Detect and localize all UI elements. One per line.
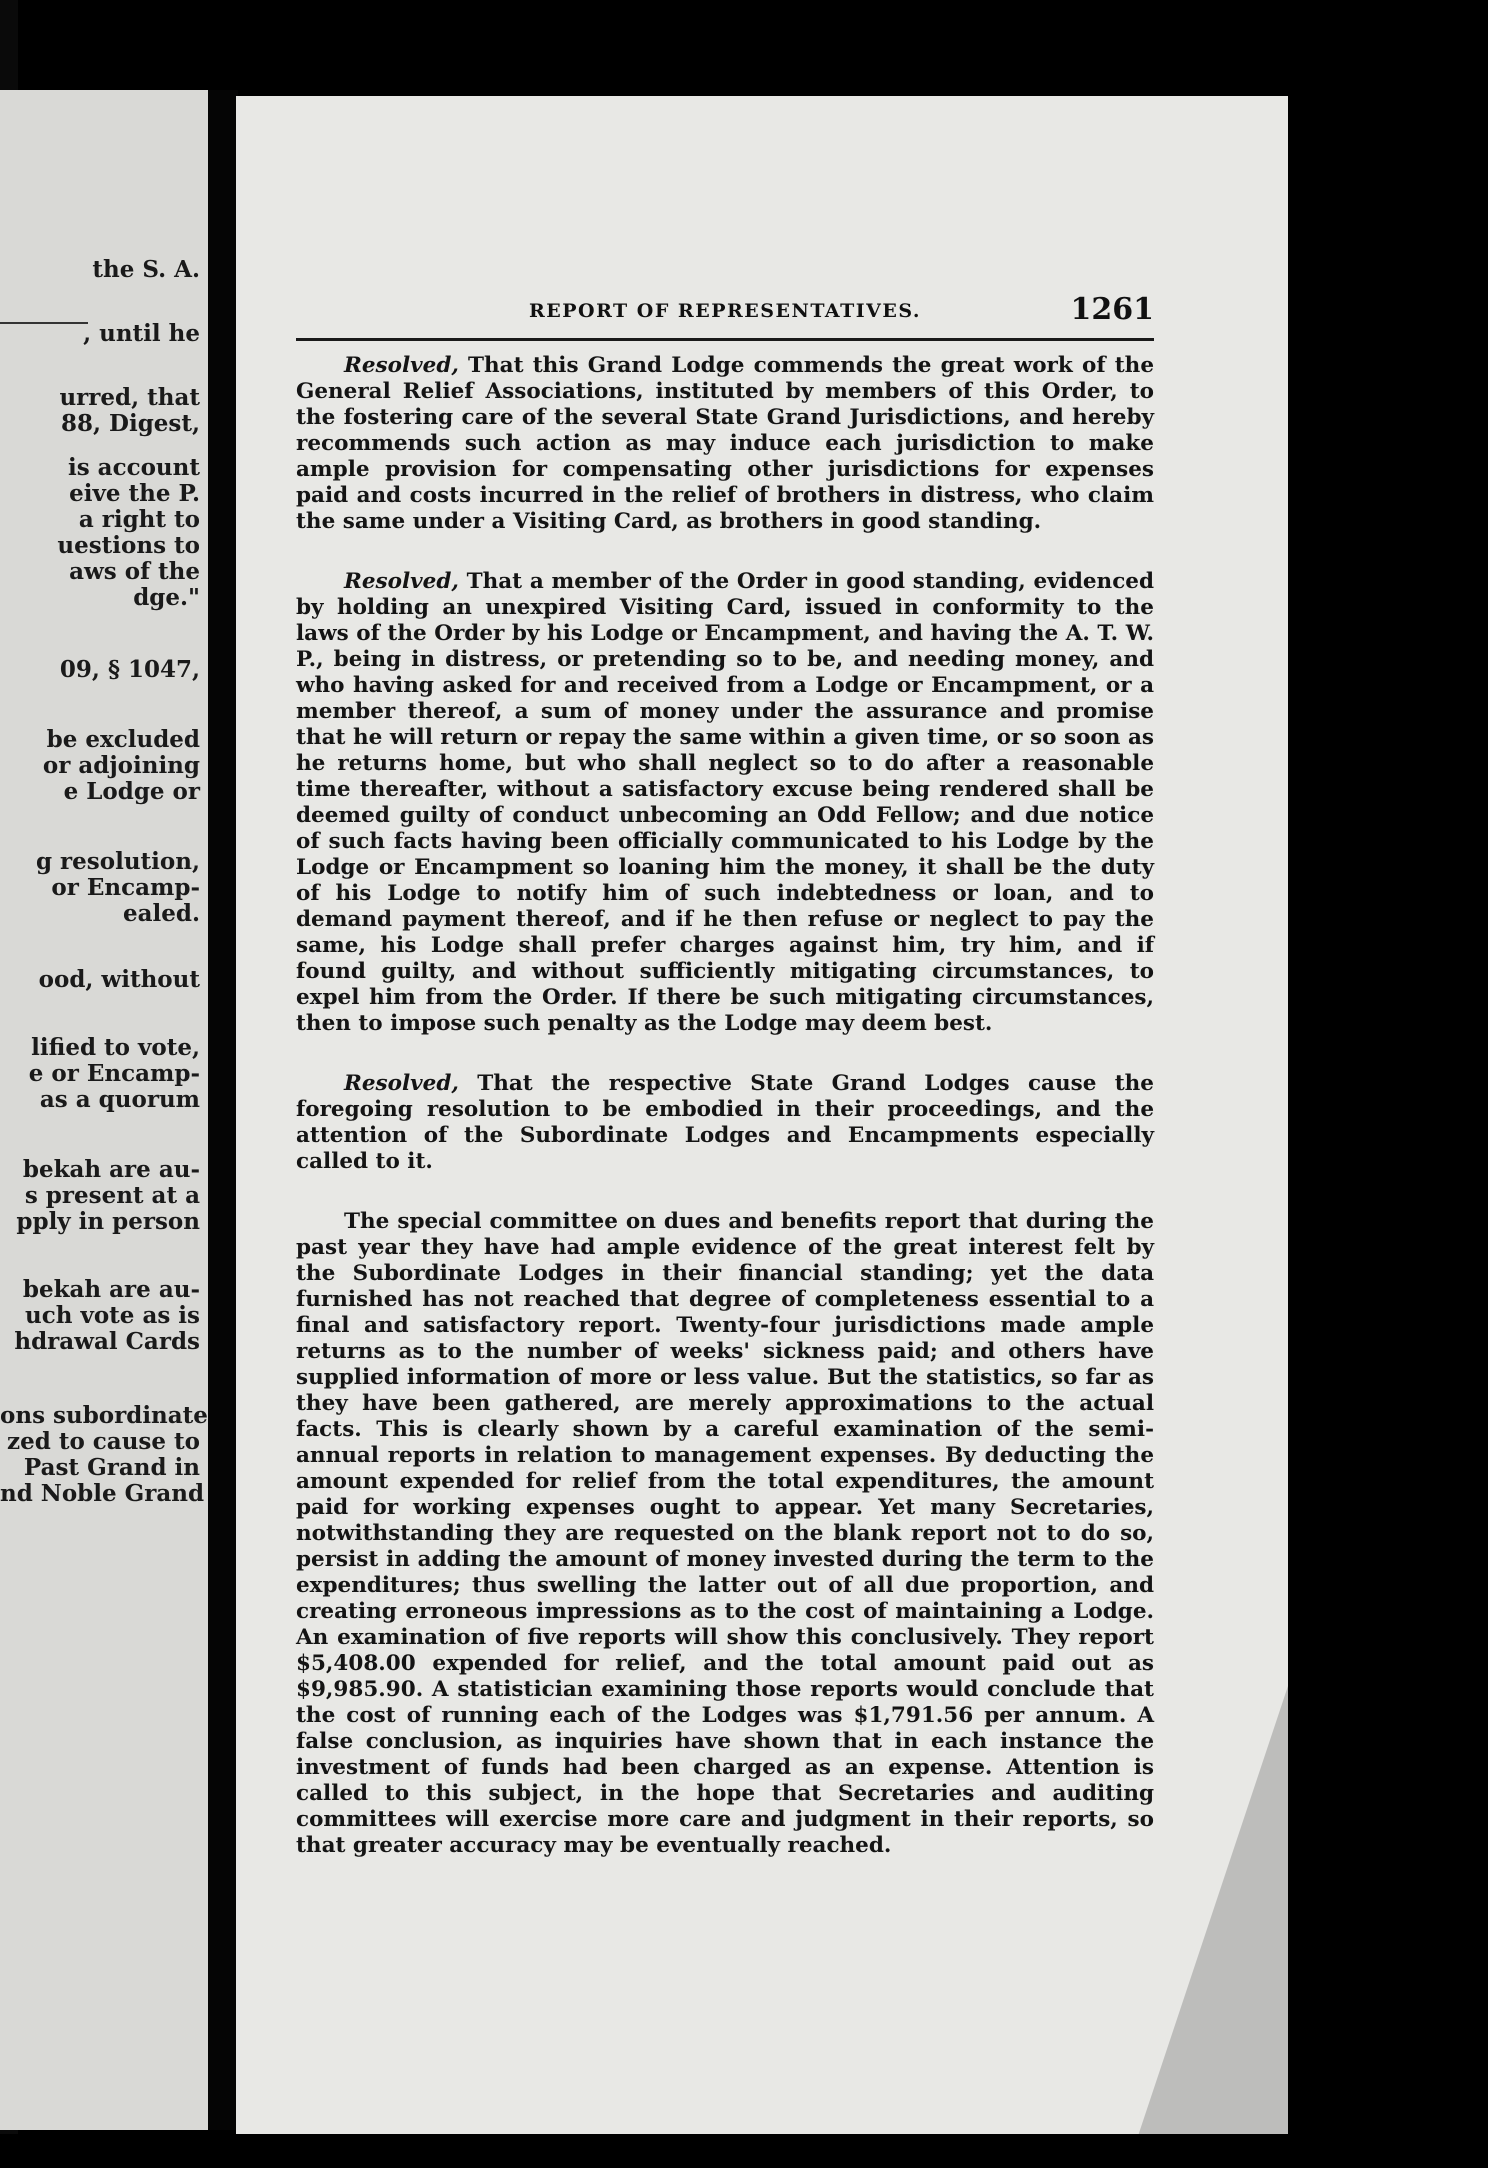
adjacent-line: ons subordinate — [0, 1402, 208, 1429]
resolved-lead: Resolved, — [344, 1071, 459, 1096]
adjacent-line: g resolution, — [35, 848, 200, 875]
head-rule — [296, 338, 1154, 341]
adjacent-line: 09, § 1047, — [59, 656, 200, 683]
paragraph-text: That a member of the Order in good standing, evidenced by holding an unexpired Visiting Card, issued in conformity to the laws of the Order by his Lodge or Encampment, and having the A. T. W. P., being in distress, or pretending so to be, and needing money, and who having asked for and received from a Lodge or Encampment, or a member thereof, a sum of money under the assurance and promise that he will return or repay the same within a given time, or so soon as he returns home, but who shall neglect so to do after a reasonable time thereafter, without a satisfactory excuse being rendered shall be deemed guilty of conduct unbecoming an Odd Fellow; and due notice of such facts having been officially communicated to his Lodge by the Lodge or Encampment so loaning him the money, it shall be the duty of his Lodge to notify him of such indebtedness or loan, and to demand payment thereof, and if he then refuse or neglect to pay the same, his Lodge shall prefer charges against him, try him, and if found guilty, and without sufficiently mitigating circumstances, to expel him from the Order. If there be such mitigating circumstances, then to impose such penalty as the Lodge may deem best. — [296, 569, 1154, 1036]
committee-report-paragraph — [296, 1209, 1154, 1859]
book-gutter — [208, 90, 238, 2130]
running-head — [296, 292, 1154, 338]
adjacent-line: uestions to — [57, 532, 200, 559]
adjacent-line: dge." — [133, 584, 200, 611]
adjacent-line: ood, without — [38, 966, 200, 993]
adjacent-line: zed to cause to — [7, 1428, 200, 1455]
adjacent-line: the S. A. — [92, 256, 200, 283]
page-number: 1261 — [1070, 292, 1154, 327]
page-corner-shadow — [1138, 1686, 1288, 2136]
adjacent-line: as a quorum — [39, 1086, 200, 1113]
adjacent-line: pply in person — [16, 1208, 200, 1235]
adjacent-line: s present at a — [24, 1182, 200, 1209]
resolution-paragraph — [296, 569, 1154, 1037]
paragraph-text: That the respective State Grand Lodges cause the foregoing resolution to be embodied in their proceedings, and the attention of the Subordinate Lodges and Encampments especially called to it. — [296, 1071, 1154, 1174]
adjacent-line: Past Grand in — [23, 1454, 200, 1481]
adjacent-line: uch vote as is — [25, 1302, 200, 1329]
adjacent-line: ealed. — [123, 900, 200, 927]
resolved-lead: Resolved, — [344, 569, 459, 594]
adjacent-line: , until he — [83, 320, 200, 347]
adjacent-line: lified to vote, — [31, 1034, 200, 1061]
resolution-paragraph — [296, 353, 1154, 535]
adjacent-line: bekah are au- — [22, 1156, 200, 1183]
adjacent-line: eive the P. — [69, 480, 200, 507]
resolution-paragraph — [296, 1071, 1154, 1175]
adjacent-line: is account — [67, 454, 200, 481]
adjacent-page-fragment — [0, 90, 208, 2130]
main-page — [236, 96, 1288, 2136]
resolved-lead: Resolved, — [344, 353, 459, 378]
film-border-bottom — [0, 2134, 1488, 2168]
adjacent-line: bekah are au- — [22, 1276, 200, 1303]
film-border-right — [1288, 0, 1488, 2168]
paragraph-text: That this Grand Lodge commends the great work of the General Relief Associations, instituted by members of this Order, to the fostering care of the several State Grand Jurisdictions, and hereby recommends such action as may induce each jurisdiction to make ample provision for compensating other jurisdictions for expenses paid and costs incurred in the relief of brothers in distress, who claim the same under a Visiting Card, as brothers in good standing. — [296, 353, 1154, 534]
running-title: REPORT OF REPRESENTATIVES. — [528, 300, 922, 322]
paragraph-text: The special committee on dues and benefits report that during the past year they have had ample evidence of the great interest felt by the Subordinate Lodges in their financial standing; yet the data furnished has not reached that degree of completeness essential to a final and satisfactory report. Twenty-four jurisdictions made ample returns as to the number of weeks' sickness paid; and others have supplied information of more or less value. But the statistics, so far as they have been gathered, are merely approximations to the actual facts. This is clearly shown by a careful examination of the semi-annual reports in relation to management expenses. By deducting the amount expended for relief from the total expenditures, the amount paid for working expenses ought to appear. Yet many Secretaries, notwithstanding they are requested on the blank report not to do so, persist in adding the amount of money invested during the term to the expenditures; thus swelling the latter out of all due proportion, and creating erroneous impressions as to the cost of maintaining a Lodge. An examination of five reports will show this conclusively. They report $5,408.00 expended for relief, and the total amount paid out as $9,985.90. A statistician examining those reports would conclude that the cost of running each of the Lodges was $1,791.56 per annum. A false conclusion, as inquiries have shown that in each instance the investment of funds had been charged as an expense. Attention is called to this subject, in the hope that Secretaries and auditing committees will exercise more care and judgment in their reports, so that greater accuracy may be eventually reached. — [296, 1209, 1154, 1858]
adjacent-line: 88, Digest, — [61, 410, 200, 437]
adjacent-line: or adjoining — [42, 752, 200, 779]
adjacent-line: or Encamp- — [51, 874, 200, 901]
page-body — [296, 292, 1154, 1893]
adjacent-line: e or Encamp- — [28, 1060, 200, 1087]
adjacent-line: e Lodge or — [63, 778, 200, 805]
adjacent-line: a right to — [78, 506, 200, 533]
adjacent-line: hdrawal Cards — [14, 1328, 200, 1355]
adjacent-line: aws of the — [69, 558, 200, 585]
adjacent-line: be excluded — [46, 726, 200, 753]
adjacent-line: nd Noble Grand — [0, 1480, 205, 1507]
adjacent-line: urred, that — [59, 384, 200, 411]
